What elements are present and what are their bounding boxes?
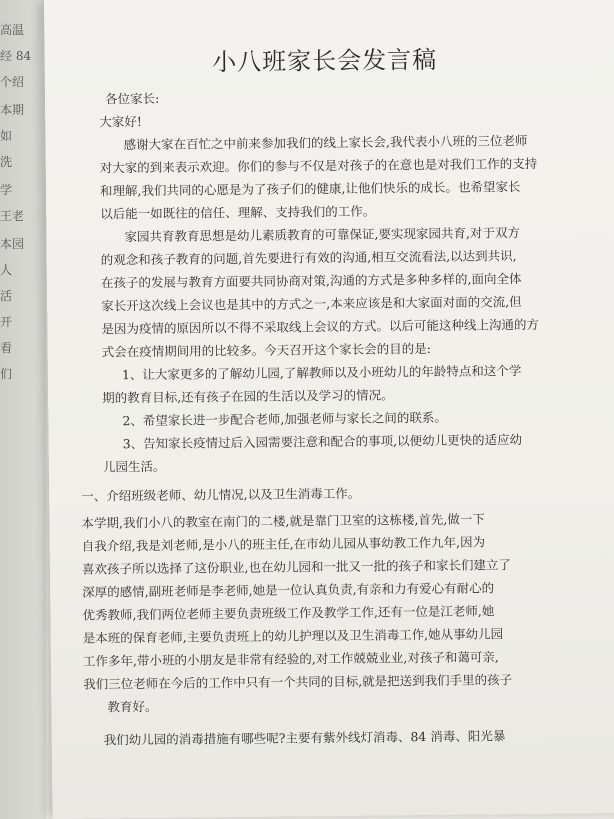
document-line: 优秀教师,我们两位老师主要负责班级工作及教学工作,还有一位是江老师,她	[82, 603, 495, 623]
document-line: 工作多年,带小班的小朋友是非常有经验的,对工作兢兢业业,对孩子和蔼可亲,	[82, 649, 499, 669]
underpage-fragment: 王老	[0, 209, 25, 223]
document-line: 的观念和孩子教育的问题,首先要进行有效的沟通,相互交流看法,以达到共识,	[100, 248, 517, 268]
document-line: 是本班的保育老师,主要负责班上的幼儿护理以及卫生消毒工作,她从事幼儿园	[82, 626, 504, 646]
document-line: 自我介绍,我是刘老师,是小八的班主任,在市幼儿园从事幼教工作九年,因为	[81, 534, 486, 554]
document-title: 小八班家长会发言稿	[212, 45, 438, 77]
underpage-fragment: 学	[0, 183, 13, 197]
document-body	[81, 82, 614, 751]
underpage-fragment: 看	[0, 341, 13, 355]
document-line: 家园共育教育思想是幼儿素质教育的可靠保证,要实现家园共育,对于双方	[124, 225, 520, 245]
document-line: 一、介绍班级老师、幼儿情况,以及卫生消毒工作。	[81, 485, 361, 504]
document-line: 儿园生活。	[102, 458, 166, 475]
document-line: 深厚的感情,副班老师是李老师,她是一位认真负责,有亲和力有爱心有耐心的	[82, 580, 495, 600]
underlying-page-fragments	[0, 0, 40, 819]
document-line: 式会在疫情期间用的比较多。今天召开这个家长会的目的是:	[101, 340, 431, 360]
document-line: 感谢大家在百忙之中前来参加我们的线上家长会,我代表小八班的三位老师	[123, 132, 528, 153]
document-line: 喜欢孩子所以选择了这份职业,也在幼儿园和一批又一批的孩子和家长们建立了	[81, 557, 512, 577]
underpage-fragment: 开	[0, 315, 13, 329]
underpage-fragment: 们	[0, 367, 13, 381]
document-line: 各位家长:	[104, 90, 160, 107]
underpage-fragment: 如	[0, 129, 13, 143]
underpage-fragment: 个绍	[0, 75, 25, 89]
underpage-fragment: 本期	[0, 103, 25, 117]
document-line: 我们幼儿园的消毒措施有哪些呢?主要有紫外线灯消毒、84 消毒、阳光暴	[103, 728, 506, 748]
document-line: 期的教育目标,还有孩子在园的生活以及学习的情况。	[102, 387, 394, 406]
underpage-fragment: 经 84	[0, 49, 32, 63]
document-line: 我们三位老师在今后的工作中只有一个共同的目标,就是把送到我们手里的孩子	[83, 672, 513, 692]
underpage-fragment: 本园	[0, 237, 25, 251]
document-line: 家长开这次线上会议也是其中的方式之一,本来应该是和大家面对面的交流,但	[101, 294, 522, 314]
document-line: 在孩子的发展与教育方面要共同协商对策,沟通的方式是多种多样的,面向全体	[100, 271, 522, 291]
document-line: 本学期,我们小八的教室在南门的二楼,就是靠门卫室的这栋楼,首先,做一下	[81, 511, 485, 531]
underpage-fragment: 活	[0, 289, 13, 303]
document-line: 1、让大家更多的了解幼儿园,了解教师以及小班幼儿的年龄特点和这个学	[121, 363, 522, 383]
document-page	[44, 0, 614, 819]
document-line: 是因为疫情的原因所以不得不采取线上会议的方式。以后可能这种线上沟通的方	[101, 316, 540, 337]
document-line: 教育好。	[107, 698, 158, 715]
document-line: 和理解,我们共同的心愿是为了孩子们的健康,让他们快乐的成长。也希望家长	[99, 179, 521, 199]
underpage-fragment: 人	[0, 263, 13, 277]
document-line: 大家好!	[99, 113, 142, 130]
underpage-fragment: 高温	[0, 23, 25, 37]
underpage-fragment: 洗	[0, 155, 13, 169]
document-line: 对大家的到来表示欢迎。你们的参与不仅是对孩子的在意也是对我们工作的支持	[99, 155, 538, 176]
document-line: 2、希望家长进一步配合老师,加强老师与家长之间的联系。	[122, 409, 447, 429]
document-line: 3、告知家长疫情过后入园需要注意和配合的事项,以便幼儿更快的适应幼	[122, 432, 523, 452]
document-line: 以后能一如既往的信任、理解、支持我们的工作。	[100, 203, 376, 222]
